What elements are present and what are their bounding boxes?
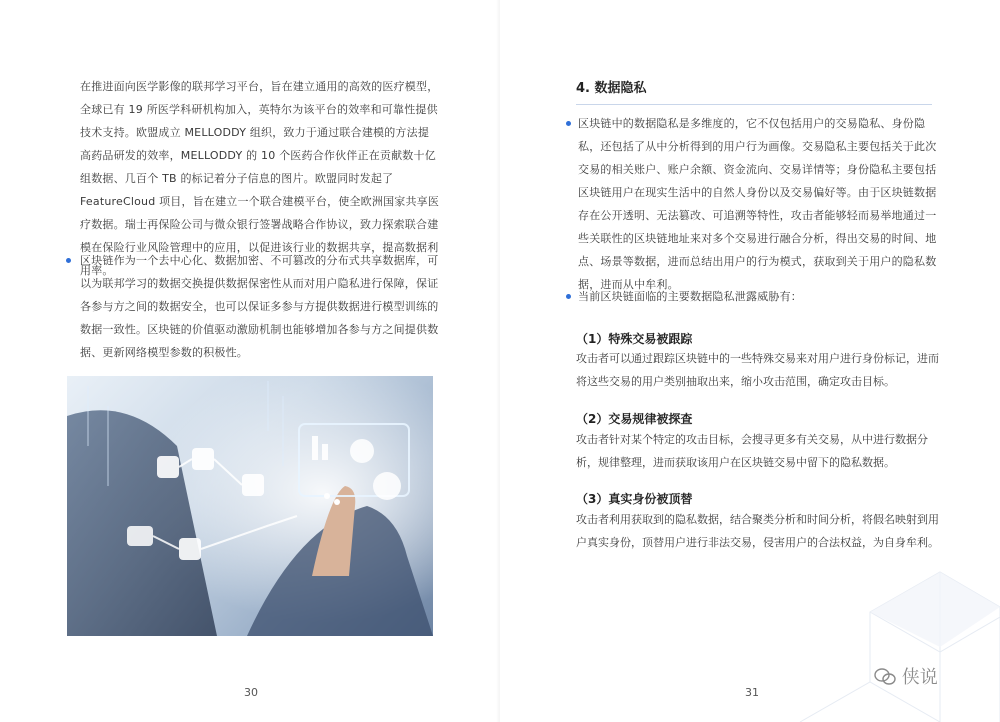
wechat-icon (874, 668, 896, 686)
right-page (500, 0, 1000, 722)
left-paragraph-2: 区块链作为一个去中心化、数据加密、不可篡改的分布式共享数据库，可以为联邦学习的数据交换提供数据保密性从而对用户隐私进行保障，保证各参与方之间的数据安全，也可以保证多参与方提供数据进行模型训练的数据一致性。区块链的价值驱动激励机制也能够增加各参与方之间提供数据、更新网络模型参数的积极性。 (80, 254, 439, 359)
bullet-dot (66, 258, 71, 263)
subsection-body-1: 攻击者可以通过跟踪区块链中的一些特殊交易来对用户进行身份标记，进而将这些交易的用户类别抽取出来，缩小攻击范围，确定攻击目标。 (576, 352, 939, 388)
page-number-right: 31 (745, 686, 759, 699)
illustration-graphic (67, 376, 433, 636)
bullet-dot (566, 121, 571, 126)
page-number-left: 30 (244, 686, 258, 699)
left-paragraph-1: 在推进面向医学影像的联邦学习平台，旨在建立通用的高效的医疗模型，全球已有 19 所医学科研机构加入，英特尔为该平台的效率和可靠性提供技术支持。欧盟成立 MELLODDY 组织，致力于通过联合建模的方法提高药品研发的效率，MELLODDY 的 10 个医药合作伙伴正在贡献数十亿组数据、几百个 TB 的标记着分子信息的图片。欧盟同时发起了 FeatureCloud 项目，旨在建立一个联合建模平台，使全欧洲国家共享医疗数据。瑞士再保险公司与微众银行签署战略合作协议，致力探索联合建模在保险行业风险管理中的应用，以促进该行业的数据共享，提高数据利用率。 (80, 80, 440, 277)
watermark-text: 侠说 (901, 667, 938, 688)
right-paragraph-2: 当前区块链面临的主要数据隐私泄露威胁有： (578, 290, 802, 303)
subsection-body-3: 攻击者利用获取到的隐私数据，结合聚类分析和时间分析，将假名映射到用户真实身份，顶替用户进行非法交易，侵害用户的合法权益，为自身牟利。 (576, 513, 939, 549)
section-divider (576, 104, 932, 105)
watermark (874, 663, 938, 689)
illustration-image (67, 376, 433, 636)
subsection-title-2: （2）交易规律被探查 (576, 412, 693, 426)
subsection-body-2: 攻击者针对某个特定的攻击目标，会搜寻更多有关交易，从中进行数据分析，规律整理，进而获取该用户在区块链交易中留下的隐私数据。 (576, 433, 928, 469)
right-paragraph-1: 区块链中的数据隐私是多维度的，它不仅包括用户的交易隐私、身份隐私，还包括了从中分析得到的用户行为画像。交易隐私主要包括关于此次交易的相关账户、账户余额、资金流向、交易详情等；身份隐私主要包括区块链用户在现实生活中的自然人身份以及交易偏好等。由于区块链数据存在公开透明、无法篡改、可追溯等特性，攻击者能够轻而易举地通过一些关联性的区块链地址来对多个交易进行融合分析，得出交易的时间、地点、场景等数据，进而总结出用户的行为模式，获取到关于用户的隐私数据，进而从中牟利。 (578, 117, 937, 291)
subsection-title-3: （3）真实身份被顶替 (576, 492, 693, 506)
bullet-dot (566, 294, 571, 299)
subsection-title-1: （1）特殊交易被跟踪 (576, 332, 693, 346)
section-title: 4. 数据隐私 (576, 81, 647, 96)
decorative-cubes (740, 522, 1000, 722)
